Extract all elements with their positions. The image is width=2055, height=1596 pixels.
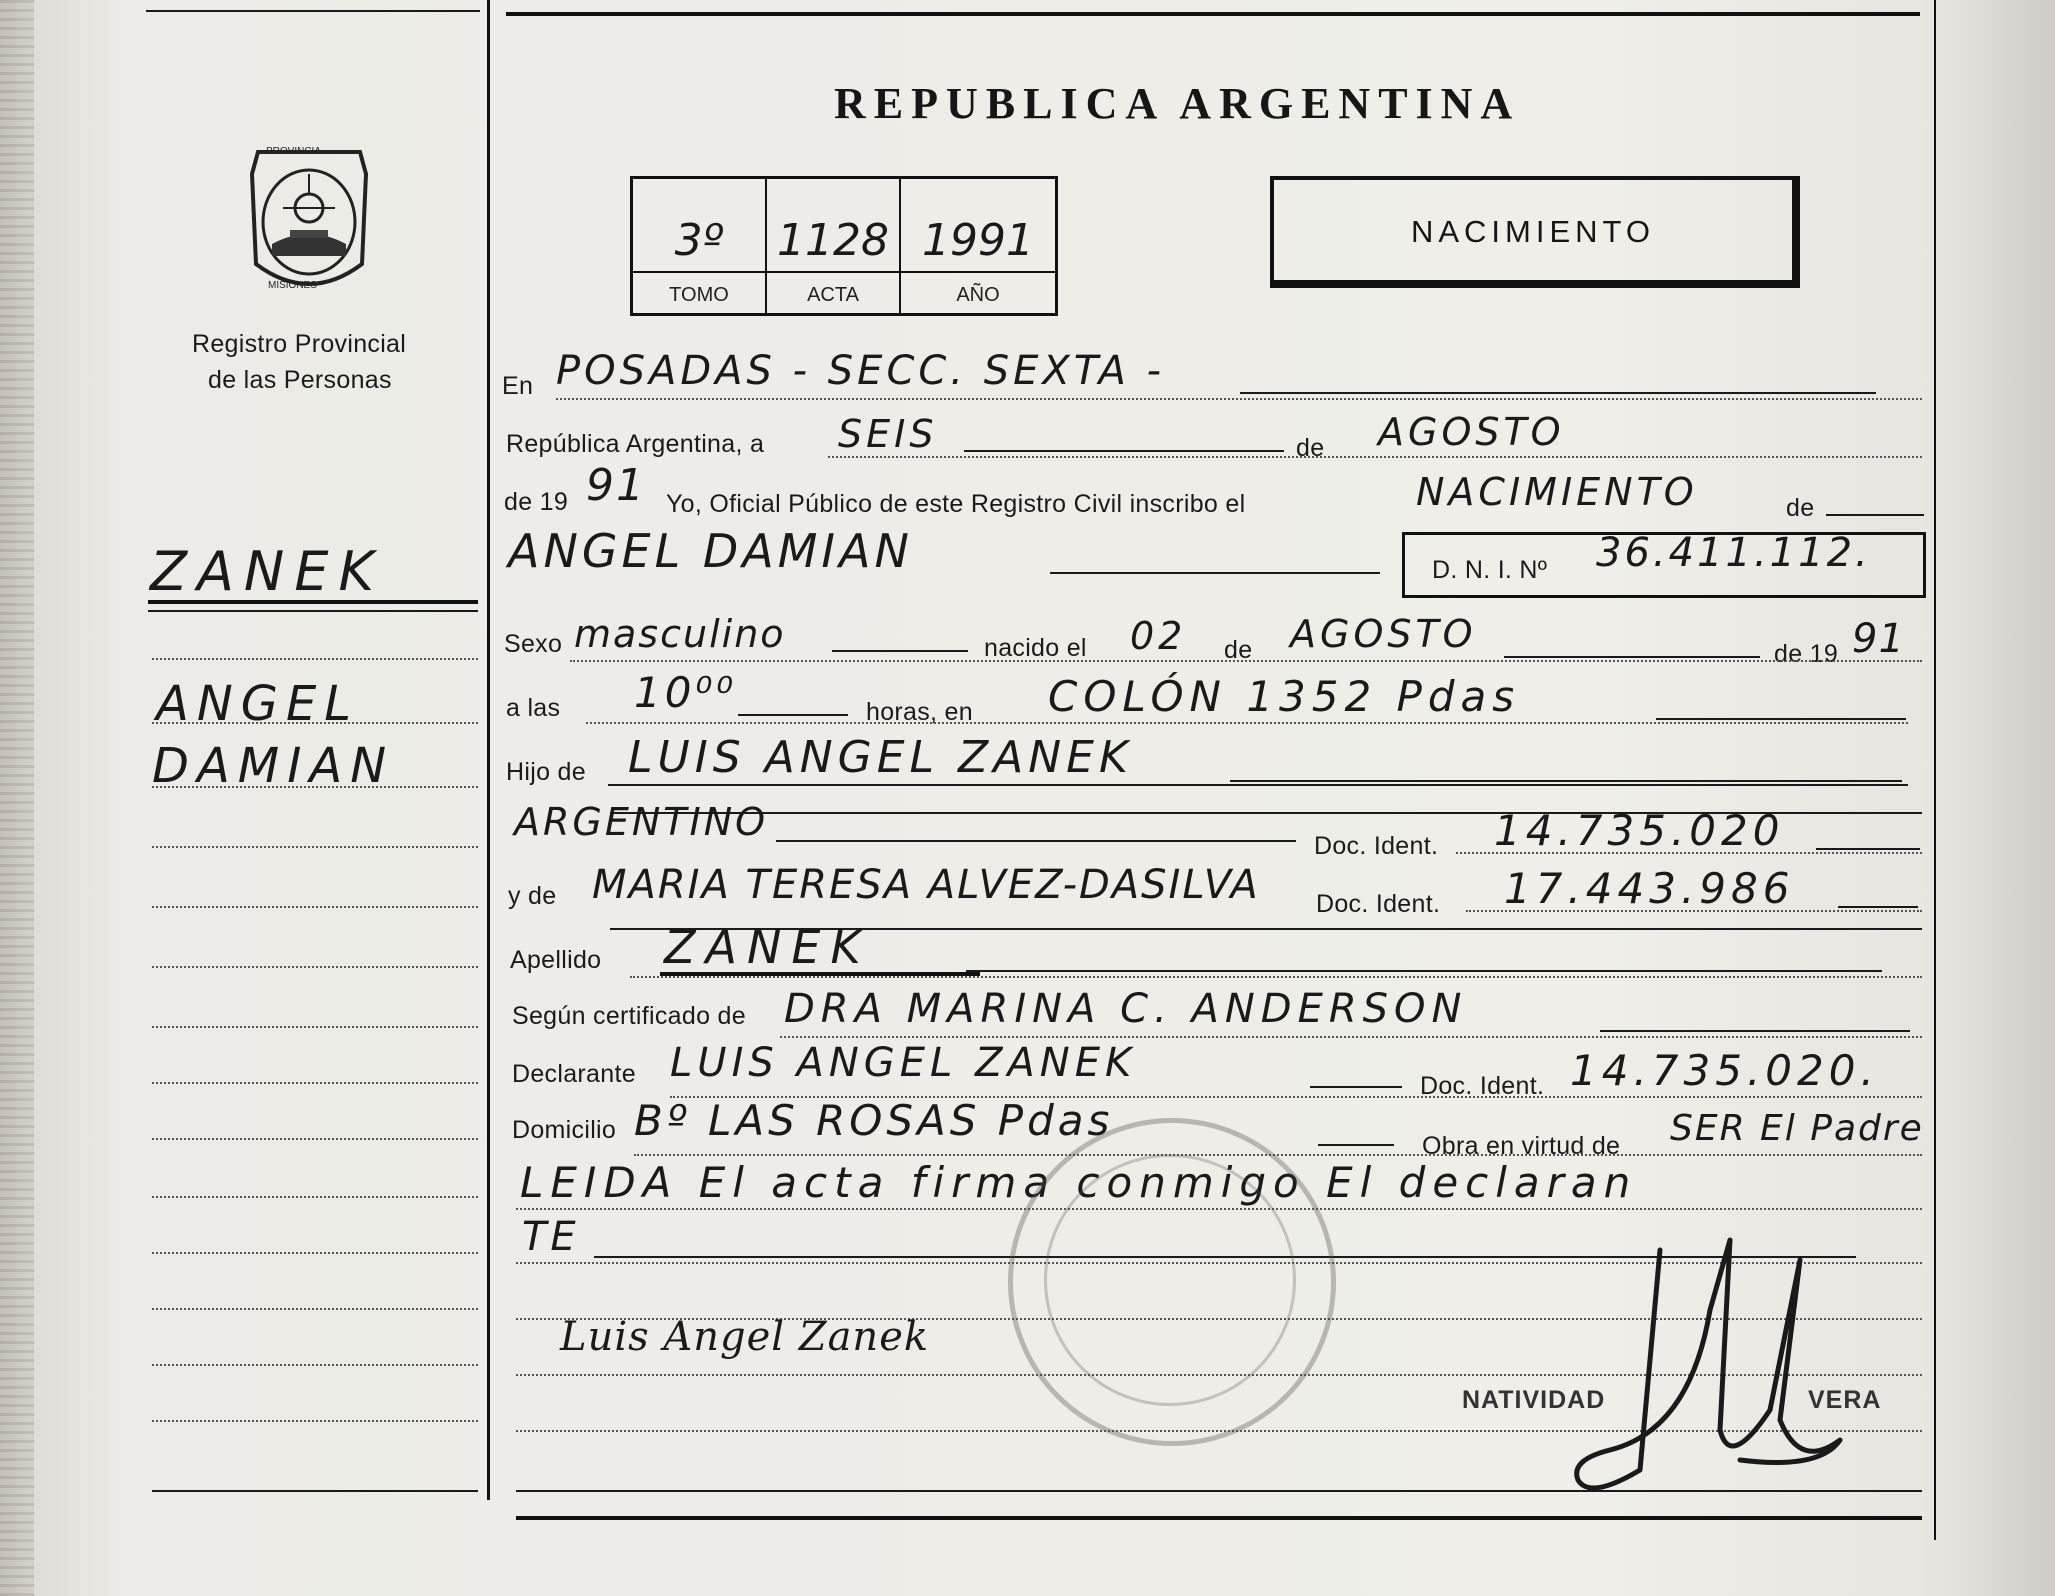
record-type-box (1270, 176, 1800, 288)
label-doc-ident-declarant: Doc. Ident. (1420, 1072, 1545, 1100)
seal-text-top: PROVINCIA (266, 146, 322, 157)
line-place (1240, 392, 1876, 394)
official-signature-icon (1570, 1230, 1870, 1500)
column-divider (487, 0, 490, 1500)
dotted-line (828, 456, 1922, 458)
margin-surname-underline2 (148, 610, 478, 612)
label-en: En (502, 372, 534, 400)
tomo-label: TOMO (669, 284, 729, 306)
line-father-doc (1816, 848, 1920, 850)
record-type-label: NACIMIENTO (1410, 214, 1656, 249)
margin-dotted-line (152, 1026, 478, 1028)
label-doc-ident-mother: Doc. Ident. (1316, 890, 1441, 918)
dotted-line (780, 1036, 1922, 1038)
hw-certifier: DRA MARINA C. ANDERSON (784, 986, 1468, 1032)
tomo-value: 3º (674, 215, 724, 266)
label-declarante: Declarante (512, 1060, 636, 1088)
line-child-de (1826, 514, 1924, 516)
hw-declarant-doc: 14.735.020. (1570, 1046, 1879, 1095)
hw-father: LUIS ANGEL ZANEK (628, 732, 1133, 783)
country-title: REPUBLICA ARGENTINA (834, 79, 1521, 128)
book-binding-edge (0, 0, 34, 1596)
label-nacido-el: nacido el (984, 634, 1087, 662)
line-day (964, 450, 1284, 452)
main-bottom-rule-thick (516, 1516, 1922, 1520)
margin-surname: ZANEK (150, 540, 384, 603)
line-nationality (776, 840, 1296, 842)
label-y-de: y de (508, 882, 557, 910)
hw-capacity: SER El Padre (1670, 1108, 1924, 1149)
record-number-box (630, 176, 1058, 316)
label-republica: República Argentina, a (506, 430, 765, 458)
misiones-seal-icon (238, 144, 380, 300)
margin-surname-underline (148, 600, 478, 604)
margin-given-name-1: ANGEL (156, 676, 360, 732)
hw-sex: masculino (574, 612, 786, 656)
hw-birth-hour: 10⁰⁰ (634, 668, 738, 717)
acta-cell (767, 179, 901, 313)
margin-dotted-line (152, 786, 478, 788)
margin-bottom-rule (152, 1490, 478, 1492)
label-de-month: de (1296, 434, 1325, 462)
line-birth-place (1656, 718, 1906, 720)
hw-month: AGOSTO (1378, 410, 1565, 454)
hw-dni-number: 36.411.112. (1596, 530, 1871, 576)
line-father (608, 784, 1908, 786)
dotted-line (570, 660, 1922, 662)
line-sex (832, 650, 968, 652)
margin-dotted-line (152, 1138, 478, 1140)
label-de-19-birth: de 19 (1774, 640, 1839, 668)
margin-dotted-line (152, 966, 478, 968)
label-apellido: Apellido (510, 946, 602, 974)
hw-child-name: ANGEL DAMIAN (508, 524, 913, 578)
acta-value: 1128 (777, 215, 889, 266)
hw-mother-doc: 17.443.986 (1504, 864, 1795, 913)
line-father-2 (1230, 780, 1902, 782)
hw-birth-day: 02 (1130, 614, 1187, 658)
margin-dotted-line (152, 906, 478, 908)
margin-dotted-line (152, 722, 478, 724)
acta-label: ACTA (807, 284, 859, 306)
line-hour (738, 714, 848, 716)
label-horas-en: horas, en (866, 698, 973, 726)
line-child-name (1050, 572, 1380, 574)
anio-label: AÑO (956, 284, 1000, 306)
dotted-line (634, 1154, 1922, 1156)
hw-father-doc: 14.735.020 (1494, 806, 1785, 855)
margin-dotted-line (152, 1308, 478, 1310)
main-top-rule (506, 12, 1920, 16)
label-domicilio: Domicilio (512, 1116, 617, 1144)
hw-birth-month: AGOSTO (1290, 612, 1477, 656)
margin-dotted-line (152, 1196, 478, 1198)
dotted-line (630, 976, 1922, 978)
line-certifier (1600, 1030, 1910, 1032)
label-segun-certificado: Según certificado de (512, 1002, 746, 1030)
declarant-signature: Luis Angel Zanek (560, 1314, 930, 1360)
label-de-19: de 19 (504, 488, 569, 516)
line-address (1318, 1144, 1394, 1146)
right-border-line (1934, 0, 1936, 1540)
anio-cell (901, 179, 1055, 313)
hw-closing-line1: LEIDA El acta firma conmigo El declaran (520, 1158, 1638, 1207)
label-de-birth-month: de (1224, 636, 1253, 664)
margin-given-name-2: DAMIAN (152, 738, 395, 794)
margin-dotted-line (152, 1364, 478, 1366)
line-mother-doc (1838, 906, 1918, 908)
official-name-stamp: NATIVIDAD (1462, 1386, 1606, 1414)
hw-declarant: LUIS ANGEL ZANEK (670, 1040, 1137, 1086)
registry-stamp-inner (1044, 1154, 1296, 1406)
label-hijo-de: Hijo de (506, 758, 586, 786)
label-obra-en-virtud: Obra en virtud de (1422, 1132, 1621, 1160)
margin-dotted-line (152, 846, 478, 848)
hw-address: Bº LAS ROSAS Pdas (634, 1096, 1114, 1145)
hw-act-type: NACIMIENTO (1416, 470, 1698, 514)
dotted-line (586, 722, 1908, 724)
label-doc-ident-father: Doc. Ident. (1314, 832, 1439, 860)
official-name-suffix: VERA (1808, 1386, 1882, 1414)
seal-text-bottom: MISIONES (268, 280, 317, 291)
label-dni: D. N. I. Nº (1432, 556, 1548, 584)
registry-name-line1: Registro Provincial (192, 330, 407, 358)
hw-birth-place: COLÓN 1352 Pdas (1048, 672, 1521, 721)
tomo-cell (633, 179, 767, 313)
hw-closing-line2: TE (522, 1214, 580, 1260)
registry-name-line2: de las Personas (208, 366, 392, 394)
line-declarant (1310, 1086, 1402, 1088)
hw-year-suffix: 91 (586, 460, 646, 511)
line-surname (966, 970, 1882, 972)
dotted-line (556, 398, 1922, 400)
hw-place: POSADAS - SECC. SEXTA - (556, 348, 1166, 394)
hw-day-words: SEIS (838, 412, 938, 456)
anio-value: 1991 (922, 215, 1034, 266)
label-yo-oficial: Yo, Oficial Público de este Registro Civil inscribo el (666, 490, 1246, 518)
hw-surname: ZANEK (664, 920, 871, 974)
hw-birth-year-suffix: 91 (1852, 616, 1905, 662)
left-top-rule (146, 10, 480, 12)
margin-dotted-line (152, 1082, 478, 1084)
margin-dotted-line (152, 1252, 478, 1254)
margin-dotted-line (152, 658, 478, 660)
hw-mother: MARIA TERESA ALVEZ-DASILVA (592, 862, 1260, 908)
line-birth-month (1504, 656, 1760, 658)
hw-father-nationality: ARGENTINO (514, 800, 769, 844)
margin-dotted-line (152, 1420, 478, 1422)
label-sexo: Sexo (504, 630, 563, 658)
dotted-line (1456, 852, 1922, 854)
label-de-child: de (1786, 494, 1815, 522)
label-a-las: a las (506, 694, 561, 722)
dotted-line (1466, 910, 1922, 912)
